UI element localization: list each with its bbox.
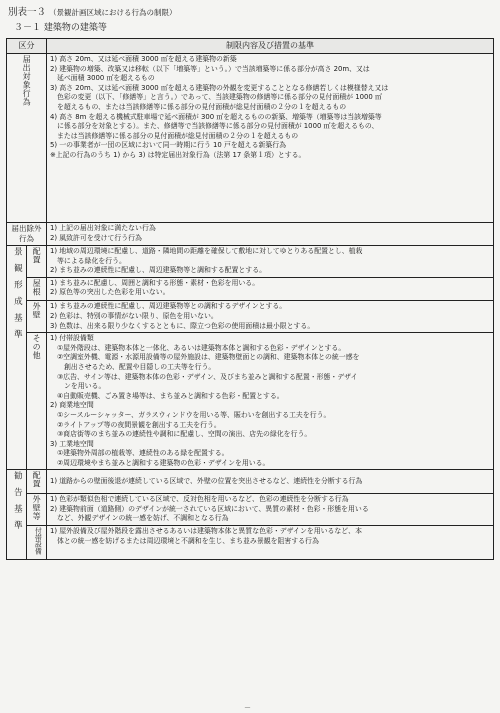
- title-note: （景観計画区域における行為の制限）: [49, 8, 177, 17]
- table-title: [8, 6, 177, 19]
- label-kankoku-futai: 付帯設備: [33, 527, 42, 555]
- label-kankoku-gaiheki-cell: [27, 494, 47, 526]
- content-line: 1) 付帯設備類: [50, 334, 94, 343]
- content-line: 色彩の変更（以下、「修繕等」と言う。）であって、当該建築物の修繕等に係る部分の見付面積が 1000 ㎡: [57, 93, 382, 102]
- row-keikan-haichi: [7, 246, 494, 278]
- content-line: ③商店街等のまち並みの連続性や調和に配慮し、空間の演出、店先の緑化を行う。: [57, 430, 312, 439]
- regulation-table: [6, 38, 494, 560]
- content-line: ②空調室外機、電源・水源用設備等の屋外施設は、建築物壁面との調和、建築物本体との統一感を: [57, 353, 360, 362]
- content-line: ②ライトアップ等の夜間景観を創出する工夫を行う。: [57, 420, 221, 429]
- content-keikan-sonota: [47, 333, 494, 470]
- row-jogai: [7, 223, 494, 246]
- content-line: 体との統一感を妨げるまたは周辺環境と不調和を生じ、まち並み景観を阻害する行為: [57, 536, 319, 545]
- content-line: 2) 建築物の増築、改築又は移転（以下「増築等」という。）で当該増築等に係る部分が高さ 20m、又は: [50, 64, 370, 73]
- label-jogai-cell: [7, 223, 47, 246]
- content-kankoku-gaiheki: [47, 494, 494, 526]
- content-line: 1) 地域の周辺環境に配慮し、道路・隣地間の距離を確保して敷地に対してゆとりある配置とし、植栽: [50, 247, 363, 255]
- content-kankoku-haichi: [47, 470, 494, 494]
- row-kankoku-haichi: [7, 470, 494, 494]
- section-subtitle: ３－１ 建築物の建築等: [14, 23, 107, 33]
- content-line: 1) まち並みの連続性に配慮し、周辺建築物等との調和するデザインとする。: [50, 302, 287, 311]
- content-line: など、外観デザインの統一感を妨げ、不調和となる行為: [57, 514, 229, 523]
- content-jogai: [47, 223, 494, 246]
- content-line: 3) 色数は、出来る限り少なくするとともに、際立つ色彩の使用面積は最小限とする。: [50, 321, 315, 330]
- row-keikan-sonota: [7, 333, 494, 470]
- title-text: 別表一３: [8, 7, 47, 18]
- label-kankoku-haichi: 配置: [32, 471, 42, 489]
- content-keikan-yane: [47, 277, 494, 301]
- header-row: [7, 39, 494, 54]
- content-line: ①シースルーシャッター、ガラスウィンドウを用いる等、賑わいを創出する工夫を行う。: [57, 410, 331, 419]
- content-line: 3) 高さ 20m、又は延べ面積 3000 ㎡を超える建築物の外観を変更することとなる修繕若しくは模様替え又は: [50, 83, 389, 92]
- label-jogai: 届出除外行為: [11, 224, 42, 243]
- label-keikan-gaiheki: 外壁: [32, 302, 42, 320]
- content-line: に係る部分を対象とする）。また、修繕等で当該修繕等に係る部分の見付面積が 1000 ㎡を超えるもの、: [57, 122, 379, 131]
- content-line: ※上記の行為のうち 1) から 3) は特定届出対象行為（法第 17 条第１項）とする。: [50, 150, 306, 159]
- col-header-kubun: 区分: [7, 39, 47, 54]
- row-keikan-yane: [7, 277, 494, 301]
- content-line: を超えるもの、または当該修繕等に係る部分の見付面積が総見付面積の２分の１を超えるもの: [57, 102, 347, 111]
- page-footer-mark: －: [244, 704, 251, 712]
- content-line: 2) まち並みの連続性に配慮し、周辺建築物等と調和する配置とする。: [50, 266, 266, 275]
- content-line: 創出させるため、配置や目隠しの工夫等を行う。: [64, 362, 216, 371]
- content-line: 1) 屋外設備及び屋外階段を露出させるあるいは建築物本体と異質な色彩・デザインを用いるなど、本: [50, 527, 362, 536]
- content-line: 1) 色彩が類似色相で連続している区域で、反対色相を用いるなど、色彩の連続性を分断する行為: [50, 495, 349, 504]
- content-line: または当該修繕等に係る部分の見付面積が総見付面積の２分の１を超えるもの: [57, 131, 299, 140]
- label-kankoku: 勧告基準: [12, 471, 23, 538]
- label-keikan-sonota-cell: [27, 333, 47, 470]
- content-keikan-haichi: [47, 246, 494, 278]
- content-line: ①屋外階段は、建築物本体と一体化、あるいは建築物本体と調和する色彩・デザインとする。: [57, 343, 346, 352]
- content-line: 3) 工業地空間: [50, 439, 94, 448]
- label-keikan-haichi-cell: [27, 246, 47, 278]
- content-line: ①建築物外周部の植栽等、連続性のある緑を配置する。: [57, 449, 229, 458]
- label-keikan-gaiheki-cell: [27, 301, 47, 333]
- content-line: 2) 建築物前面（道路側）のデザインが統一されている区域において、異質の素材・色彩・形態を用いる: [50, 504, 369, 513]
- label-keikan-haichi: 配置: [32, 247, 42, 264]
- content-line: 1) 上記の届出対象に満たない行為: [50, 224, 156, 232]
- content-todokede: [47, 54, 494, 223]
- content-line: ンを用いる。: [64, 382, 106, 391]
- content-line: ③広告、サイン等は、建築物本体の色彩・デザイン、及びまち並みと調和する配置・形態・デザイ: [57, 372, 358, 381]
- content-line: 2) 商業地空間: [50, 401, 94, 410]
- content-line: 1) 高さ 20m、又は延べ面積 3000 ㎡を超える建築物の新築: [50, 55, 237, 63]
- content-line: ②周辺環境やまち並みと調和する建築物の色彩・デザインを用いる。: [57, 458, 270, 467]
- content-line: 2) 風致許可を受けて行う行為: [50, 233, 142, 242]
- content-keikan-gaiheki: [47, 301, 494, 333]
- row-kankoku-gaiheki: [7, 494, 494, 526]
- content-line: 2) 原色等の突出した色彩を用いない。: [50, 288, 170, 297]
- label-kankoku-gaiheki: 外壁等: [32, 495, 42, 521]
- label-keikan-yane-cell: [27, 277, 47, 301]
- content-line: 1) 道路からの壁面後退が連続している区域で、外壁の位置を突出させるなど、連続性を分断する行為: [50, 476, 363, 485]
- content-kankoku-futai: [47, 526, 494, 560]
- content-line: ④自動販売機、ごみ置き場等は、まち並みと調和する色彩・配置とする。: [57, 391, 284, 400]
- content-line: 延べ面積 3000 ㎡を超えるもの: [57, 74, 155, 83]
- label-keikan-yane: 屋根: [32, 278, 42, 296]
- label-kankoku-cell: [7, 470, 27, 559]
- label-keikan-sonota: その他: [32, 334, 42, 360]
- label-kankoku-futai-cell: [27, 526, 47, 560]
- row-kankoku-futai: [7, 526, 494, 560]
- label-kankoku-haichi-cell: [27, 470, 47, 494]
- content-line: 2) 色彩は、特別の事情がない限り、原色を用いない。: [50, 311, 218, 320]
- label-todokede: 届出対象行為: [22, 55, 32, 106]
- content-line: 等による緑化を行う。: [57, 256, 126, 265]
- content-line: 1) まち並みに配慮し、周囲と調和する形態・素材・色彩を用いる。: [50, 278, 260, 287]
- content-line: 5) 一の事業者が一団の区域において同一時期に行う 10 戸を超える新築行為: [50, 141, 287, 150]
- label-todokede-cell: [7, 54, 47, 223]
- label-keikan-cell: [7, 246, 27, 470]
- content-line: 4) 高さ 8m を超える機械式駐車場で延べ面積が 300 ㎡を超えるものの新築、増築等（増築等は当該増築等: [50, 112, 382, 121]
- label-keikan: 景観形成基準: [12, 247, 23, 346]
- col-header-content: 制限内容及び措置の基準: [47, 39, 494, 54]
- row-todokede: [7, 54, 494, 223]
- row-keikan-gaiheki: [7, 301, 494, 333]
